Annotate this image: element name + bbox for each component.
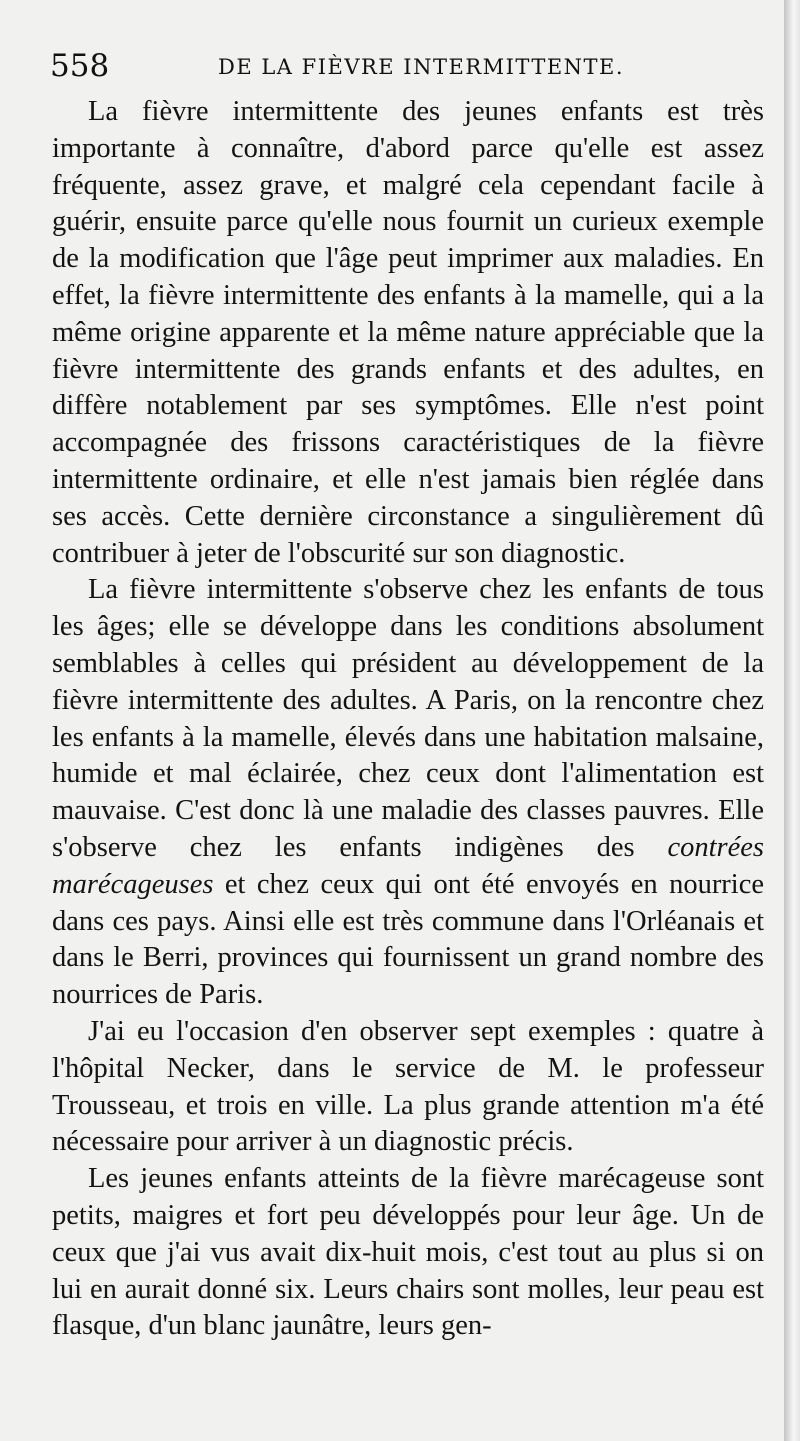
paragraph-2-part-1: La fièvre intermittente s'observe chez les enfants de tous les âges; elle se développe dans les conditions absolument semblables à celles qui président au développement de la fièvre intermittente des adultes. A Paris, on la rencontre chez les enfants à la mamelle, élevés dans une habitation malsaine, humide et mal éclairée, chez ceux dont l'alimentation est mauvaise. C'est donc là une maladie des classes pauvres. Elle s'observe chez les enfants indigènes des <box>52 574 764 863</box>
paragraph-2-part-2: et chez ceux qui ont été envoyés en nourrice dans ces pays. Ainsi elle est très commune dans l'Orléanais et dans le Berri, provinces qui fournissent un grand nombre des nourrices de Paris. <box>52 868 765 1011</box>
body-text <box>52 94 764 1345</box>
paragraph-3: J'ai eu l'occasion d'en observer sept exemples : quatre à l'hôpital Necker, dans le service de M. le professeur Trousseau, et trois en ville. La plus grande attention m'a été nécessaire pour arriver à un diagnostic précis. <box>52 1015 764 1158</box>
running-title: DE LA FIÈVRE INTERMITTENTE. <box>218 55 625 79</box>
paragraph-2 <box>52 572 764 1014</box>
paragraph-1: La fièvre intermittente des jeunes enfants est très importante à connaître, d'abord parce qu'elle est assez fréquente, assez grave, et malgré cela cependant facile à guérir, ensuite parce qu'elle nous fournit un curieux exemple de la modification que l'âge peut imprimer aux maladies. En effet, la fièvre intermittente des enfants à la mamelle, qui a la même origine apparente et la même nature appréciable que la fièvre intermittente des grands enfants et des adultes, en diffère notablement par ses symptômes. Elle n'est point accompagnée des frissons caractéristiques de la fièvre intermittente ordinaire, et elle n'est jamais bien réglée dans ses accès. Cette dernière circonstance a singulièrement dû contribuer à jeter de l'obscurité sur son diagnostic. <box>52 96 764 569</box>
paragraph-2-italic-phrase: contrées marécageuses <box>52 831 765 900</box>
page-edge <box>784 0 800 1441</box>
page-number: 558 <box>50 48 110 84</box>
paragraph-4: Les jeunes enfants atteints de la fièvre marécageuse sont petits, maigres et fort peu développés pour leur âge. Un de ceux que j'ai vus avait dix-huit mois, c'est tout au plus si on lui en aurait donné six. Leurs chairs sont molles, leur peau est flasque, d'un blanc jaunâtre, leurs gen- <box>52 1163 764 1342</box>
page-header <box>50 46 768 86</box>
